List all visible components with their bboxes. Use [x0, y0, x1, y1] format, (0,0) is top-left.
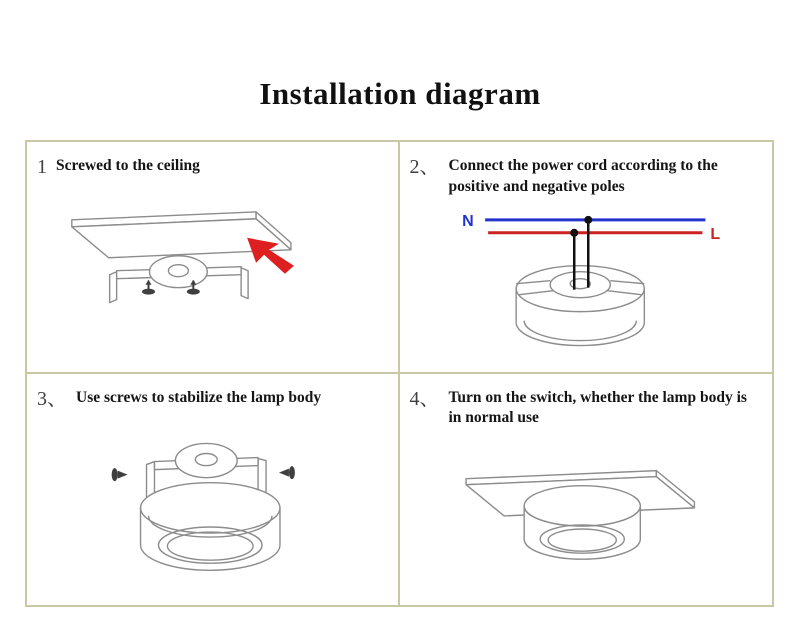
installation-steps-grid [25, 140, 774, 607]
step-panel-2 [400, 142, 773, 374]
step-panel-3 [27, 374, 400, 606]
step-3-header [37, 388, 390, 411]
step-panel-1 [27, 142, 400, 374]
step-1-number: 1 [37, 156, 47, 178]
lamp-drum-sketch [141, 482, 280, 570]
step-4-label: Turn on the switch, whether the lamp body is in normal use [448, 388, 747, 427]
step-1-header [37, 156, 390, 179]
step-3-number: 3、 [37, 387, 67, 410]
step-2-header [410, 156, 765, 198]
step-4-header [410, 388, 765, 430]
step-3-label: Use screws to stabilize the lamp body [76, 388, 322, 406]
step-1-label: Screwed to the ceiling [56, 157, 200, 174]
lamp-drum-sketch [516, 266, 644, 346]
page-title: Installation diagram [259, 75, 541, 111]
mounted-lamp-sketch [524, 485, 640, 558]
step-2-number: 2、 [409, 156, 440, 178]
live-wire-label: L [709, 225, 720, 243]
step-panel-4 [400, 374, 773, 606]
step-2-label: Connect the power cord according to the positive and negative poles [448, 157, 718, 195]
step-4-number: 4、 [409, 387, 440, 410]
neutral-wire-label: N [461, 212, 474, 230]
mounting-bracket-sketch [110, 256, 248, 303]
